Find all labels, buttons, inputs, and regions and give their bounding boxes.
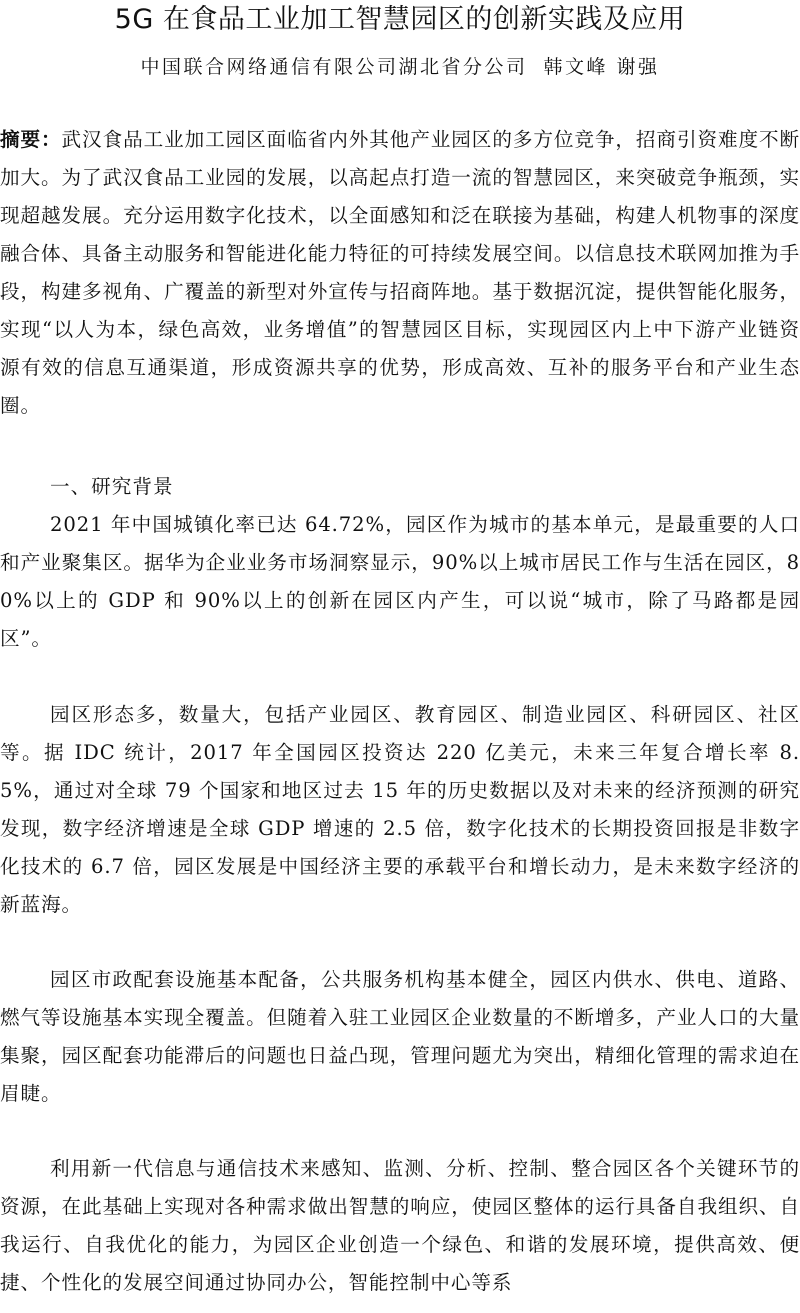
paper-title: 5G 在食品工业加工智慧园区的创新实践及应用	[114, 4, 686, 35]
author-names: 韩文峰 谢强	[543, 56, 660, 78]
body-paragraph-2: 园区形态多，数量大，包括产业园区、教育园区、制造业园区、科研园区、社区等。据 IDC 统计，2017 年全国园区投资达 220 亿美元，未来三年复合增长率 8.5%，通过对全球 79 个国家和地区过去 15 年的历史数据以及对未来的经济预测的研究发现，数字经济增速是全球 GDP 增速的 2.5 倍，数字化技术的长期投资回报是非数字化技术的 6.7 倍，园区发展是中国经济主要的承载平台和增长动力，是未来数字经济的新蓝海。	[0, 703, 800, 916]
body-paragraph-1: 2021 年中国城镇化率已达 64.72%，园区作为城市的基本单元，是最重要的人口和产业聚集区。据华为企业业务市场洞察显示，90%以上城市居民工作与生活在园区，80%以上的 GDP 和 90%以上的创新在园区内产生，可以说“城市，除了马路都是园区”。	[0, 513, 800, 650]
section-heading: 一、研究背景	[50, 475, 174, 498]
author-organization: 中国联合网络通信有限公司湖北省分公司	[140, 56, 528, 78]
abstract-label: 摘要：	[0, 128, 62, 151]
body-paragraph-4: 利用新一代信息与通信技术来感知、监测、分析、控制、整合园区各个关键环节的资源，在此基础上实现对各种需求做出智慧的响应，使园区整体的运行具备自我组织、自我运行、自我优化的能力，为园区企业创造一个绿色、和谐的发展环境，提供高效、便捷、个性化的发展空间通过协同办公，智能控制中心等系	[0, 1157, 800, 1294]
body-paragraph-3: 园区市政配套设施基本配备，公共服务机构基本健全，园区内供水、供电、道路、燃气等设施基本实现全覆盖。但随着入驻工业园区企业数量的不断增多，产业人口的大量集聚，园区配套功能滞后的问题也日益凸现，管理问题尤为突出，精细化管理的需求迫在眉睫。	[0, 968, 800, 1105]
author-byline	[0, 52, 800, 82]
abstract-paragraph	[0, 121, 800, 425]
abstract-text: 武汉食品工业加工园区面临省内外其他产业园区的多方位竞争，招商引资难度不断加大。为了武汉食品工业园的发展，以高起点打造一流的智慧园区，来突破竞争瓶颈，实现超越发展。充分运用数字化技术，以全面感知和泛在联接为基础，构建人机物事的深度融合体、具备主动服务和智能进化能力特征的可持续发展空间。以信息技术联网加推为手段，构建多视角、广覆盖的新型对外宣传与招商阵地。基于数据沉淀，提供智能化服务，实现“以人为本，绿色高效，业务增值”的智慧园区目标，实现园区内上中下游产业链资源有效的信息互通渠道，形成资源共享的优势，形成高效、互补的服务平台和产业生态圈。	[0, 128, 800, 417]
